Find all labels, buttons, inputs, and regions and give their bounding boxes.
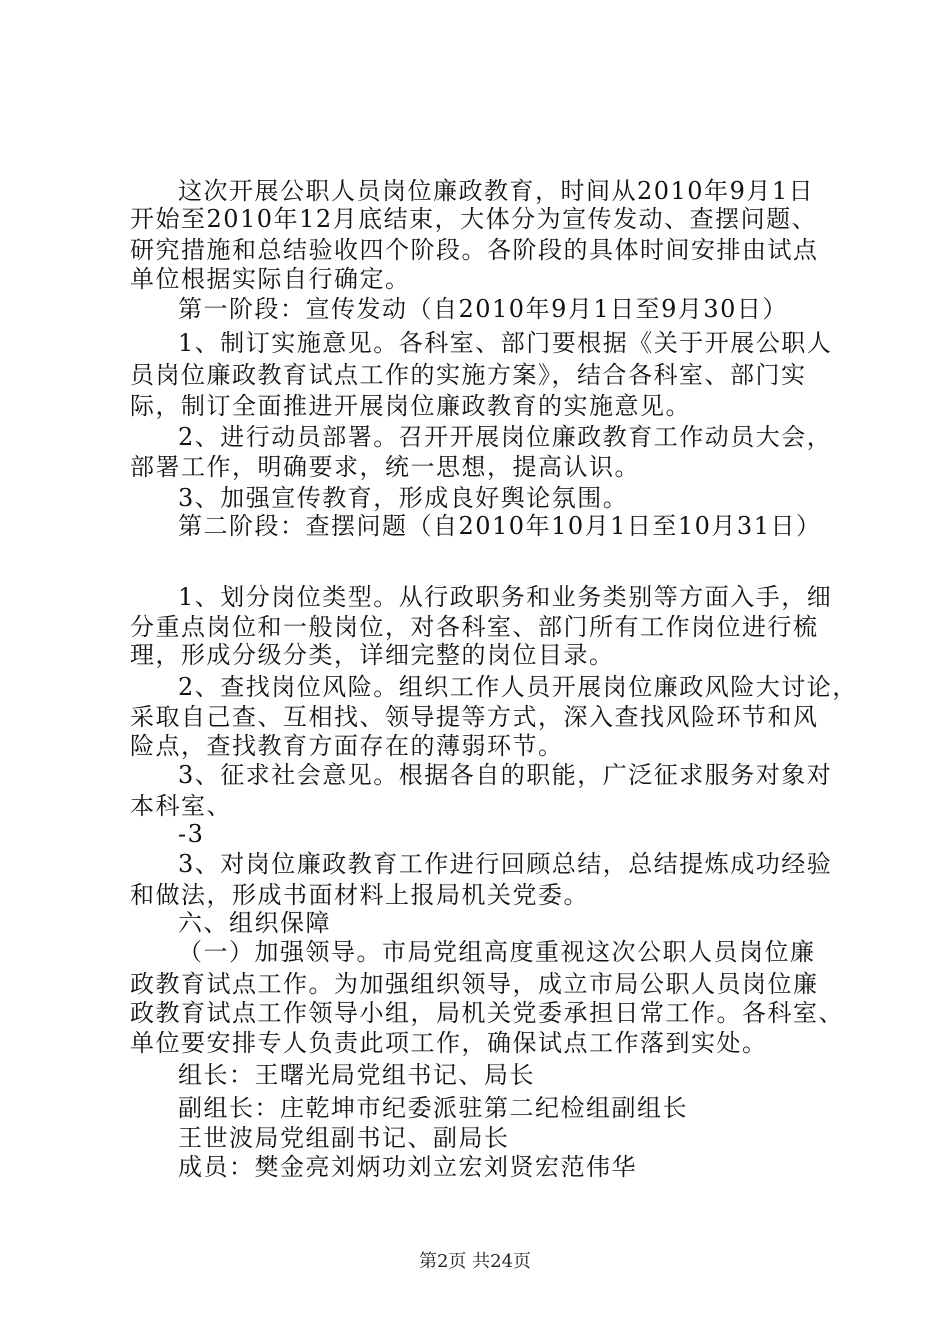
paragraph-line: 采取自己查、互相找、领导提等方式，深入查找风险环节和风 [130, 703, 819, 731]
paragraph-line: 开始至2010年12月底结束，大体分为宣传发动、查摆问题、 [130, 205, 818, 233]
paragraph-line: 政教育试点工作领导小组，局机关党委承担日常工作。各科室、 [130, 999, 844, 1027]
paragraph-line: 险点，查找教育方面存在的薄弱环节。 [130, 732, 564, 760]
paragraph-line: 成员：樊金亮刘炳功刘立宏刘贤宏范伟华 [178, 1153, 637, 1181]
paragraph-line: 政教育试点工作。为加强组织领导，成立市局公职人员岗位廉 [130, 970, 819, 998]
paragraph-line: 分重点岗位和一般岗位，对各科室、部门所有工作岗位进行梳 [130, 613, 819, 641]
section-heading: 六、组织保障 [178, 909, 331, 937]
paragraph-line: 组长：王曙光局党组书记、局长 [178, 1061, 535, 1089]
paragraph-line: 2、查找岗位风险。组织工作人员开展岗位廉政风险大讨论， [178, 673, 858, 701]
paragraph-line: 理，形成分级分类，详细完整的岗位目录。 [130, 641, 615, 669]
paragraph-line: 王世波局党组副书记、副局长 [178, 1124, 510, 1152]
paragraph-line: 本科室、 [130, 792, 232, 820]
paragraph-line: 2、进行动员部署。召开开展岗位廉政教育工作动员大会， [178, 423, 833, 451]
paragraph-line: 3、征求社会意见。根据各自的职能，广泛征求服务对象对 [178, 761, 833, 789]
paragraph-line: 部署工作，明确要求，统一思想，提高认识。 [130, 453, 640, 481]
paragraph-line: 3、加强宣传教育，形成良好舆论氛围。 [178, 484, 629, 512]
page-number-footer: 第2页 共24页 [418, 1251, 532, 1272]
paragraph-line: 研究措施和总结验收四个阶段。各阶段的具体时间安排由试点 [130, 236, 819, 264]
paragraph-line: 1、划分岗位类型。从行政职务和业务类别等方面入手，细 [178, 583, 833, 611]
page-marker: -3 [178, 820, 205, 848]
paragraph-line: 单位要安排专人负责此项工作，确保试点工作落到实处。 [130, 1029, 768, 1057]
paragraph-line: 这次开展公职人员岗位廉政教育，时间从2010年9月1日 [178, 177, 815, 205]
paragraph-line: 员岗位廉政教育试点工作的实施方案》，结合各科室、部门实 [130, 361, 807, 389]
paragraph-line: （一）加强领导。市局党组高度重视这次公职人员岗位廉 [178, 938, 816, 966]
paragraph-line: 和做法，形成书面材料上报局机关党委。 [130, 881, 589, 909]
paragraph-line: 际，制订全面推进开展岗位廉政教育的实施意见。 [130, 392, 691, 420]
paragraph-line: 3、对岗位廉政教育工作进行回顾总结，总结提炼成功经验 [178, 850, 833, 878]
section-heading: 第二阶段：查摆问题（自2010年10月1日至10月31日） [178, 512, 822, 540]
paragraph-line: 1、制订实施意见。各科室、部门要根据《关于开展公职人 [178, 329, 833, 357]
paragraph-line: 副组长：庄乾坤市纪委派驻第二纪检组副组长 [178, 1094, 688, 1122]
section-heading: 第一阶段：宣传发动（自2010年9月1日至9月30日） [178, 295, 788, 323]
paragraph-line: 单位根据实际自行确定。 [130, 265, 411, 293]
